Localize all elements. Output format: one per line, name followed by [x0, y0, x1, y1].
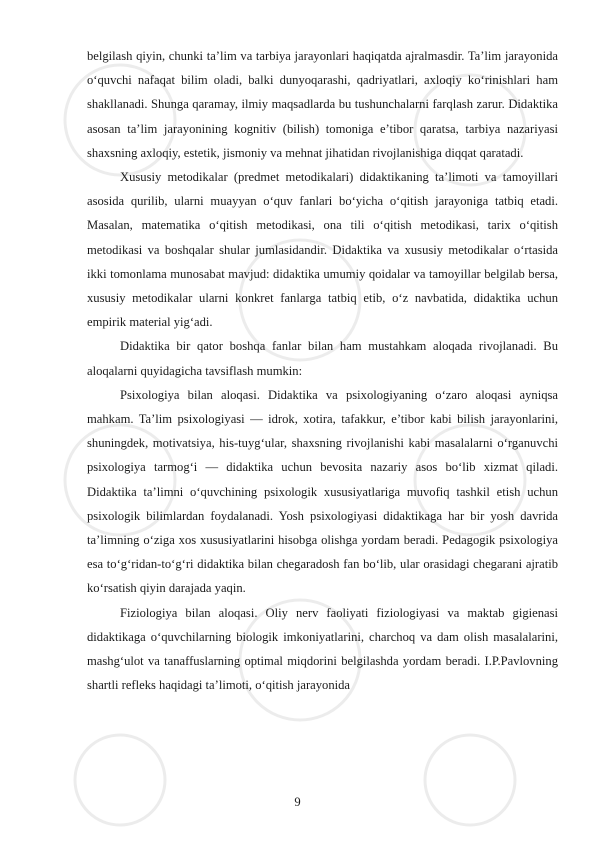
paragraph-xususiy-metodikalar: Xususiy metodikalar (predmet metodikalari) didaktikaning ta’limoti va tamoyillari asosida qurilib, ularni muayyan o‘quv fanlari bo‘yicha o‘qitish jarayoniga tatbiq etadi. Masalan, matematika o‘qitish metodikasi, ona tili o‘qitish metodikasi, tarix o‘qitish metodikasi va boshqalar shular jumlasidandir. Didaktika va xususiy metodikalar o‘rtasida ikki tomonlama munosabat mavjud: didaktika umumiy qoidalar va tamoyillar belgilab bersa, xususiy metodikalar ularni konkret fanlarga tatbiq etib, o‘z navbatida, didaktika uchun empirik material yig‘adi. — [87, 170, 558, 330]
page-number: 9 — [294, 795, 301, 809]
paragraph-psixologiya: Psixologiya bilan aloqasi. Didaktika va psixologiyaning o‘zaro aloqasi ayniqsa mahkam. Ta’lim psixologiyasi — idrok, xotira, tafakkur, e’tibor kabi bilish jarayonlarini, shuningdek, motivatsiya, his-tuyg‘ular, shaxsning rivojlanishi kabi masalalarni o‘rganuvchi psixologiya tarmog‘i — didaktika uchun bevosita nazariy asos bo‘lib xizmat qiladi. Didaktika ta’limni o‘quvchining psixologik xususiyatlariga muvofiq tashkil etish uchun psixologik bilimlardan foydalanadi. Yosh psixologiyasi didaktikaga har bir yosh davrida ta’limning o‘ziga xos xususiyatlarini hisobga olishga yordam beradi. Pedagogik psixologiya esa to‘g‘ridan-to‘g‘ri didaktika bilan chegaradosh fan bo‘lib, ular orasidagi chegarani ajratib ko‘rsatish qiyin darajada yaqin. — [87, 387, 558, 596]
document-body — [87, 44, 558, 697]
paragraph-fiziologiya: Fiziologiya bilan aloqasi. Oliy nerv faoliyati fiziologiyasi va maktab gigienasi didaktikaga o‘quvchilarning biologik imkoniyatlarini, charchoq va dam olish masalalarini, mashg‘ulot va tanaffuslarning optimal miqdorini belgilashda yordam beradi. I.P.Pavlovning shartli refleks haqidagi ta’limoti, o‘qitish jarayonida — [87, 605, 558, 693]
paragraph-continuation: belgilash qiyin, chunki ta’lim va tarbiya jarayonlari haqiqatda ajralmasdir. Ta’lim jarayonida o‘quvchi nafaqat bilim oladi, balki dunyoqarashi, qadriyatlari, axloqiy ko‘rinishlari ham shakllanadi. Shunga qaramay, ilmiy maqsadlarda bu tushunchalarni farqlash zarur. Didaktika asosan ta’lim jarayonining kognitiv (bilish) tomoniga e’tibor qaratsa, tarbiya nazariyasi shaxsning axloqiy, estetik, jismoniy va mehnat jihatidan rivojlanishiga diqqat qaratadi. — [87, 49, 558, 160]
paragraph-fanlar-aloqasi: Didaktika bir qator boshqa fanlar bilan ham mustahkam aloqada rivojlanadi. Bu aloqalarni quyidagicha tavsiflash mumkin: — [87, 339, 558, 378]
